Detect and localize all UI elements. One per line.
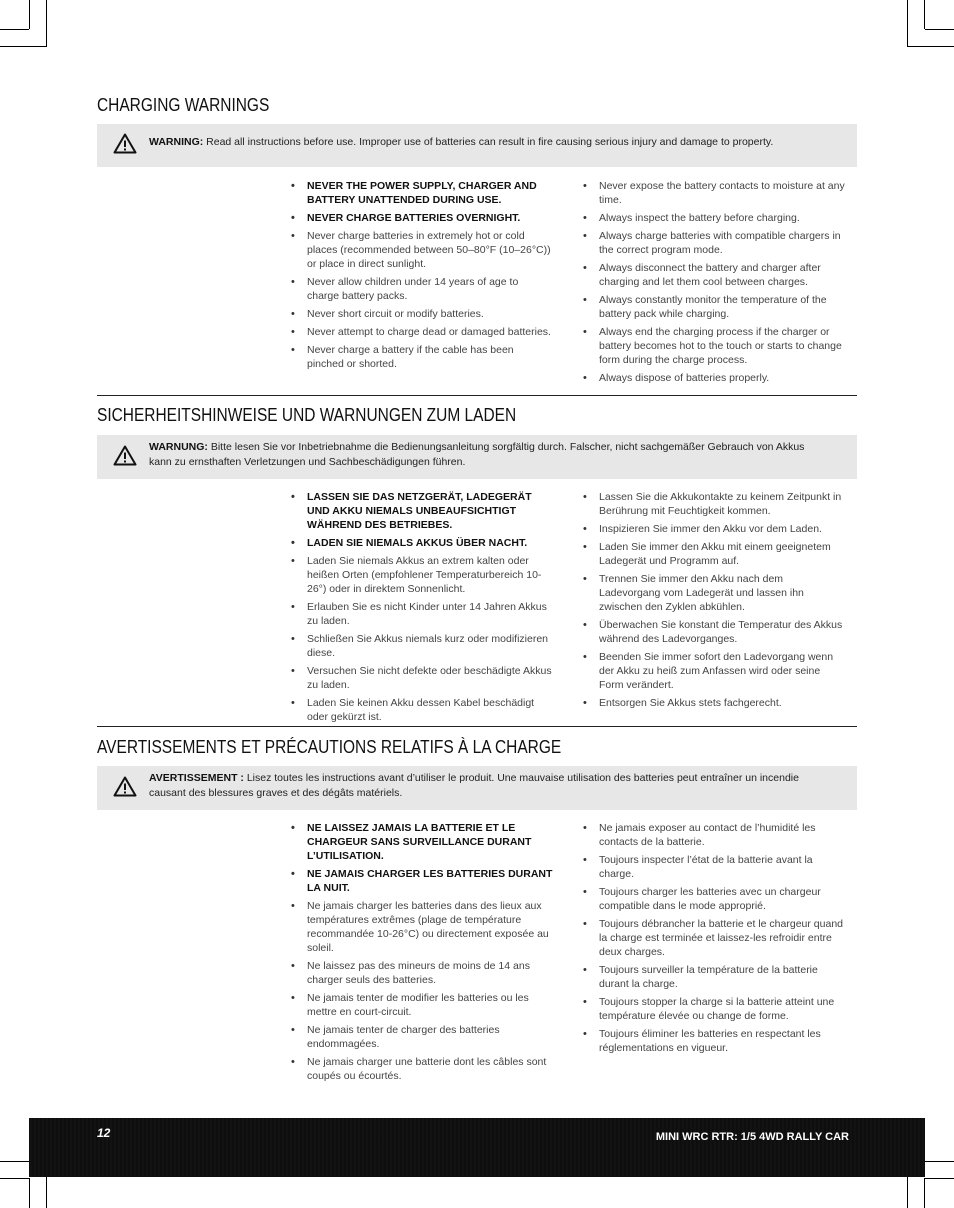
warning-text xyxy=(149,135,819,150)
list-item: • Ne laissez pas des mineurs de moins de 14 ans charger seuls des batteries. xyxy=(291,959,553,987)
warning-box xyxy=(97,435,857,479)
section-divider xyxy=(97,726,857,727)
list-item: • Laden Sie immer den Akku mit einem geeignetem Ladegerät und Programm auf. xyxy=(583,540,845,568)
warning-body: Bitte lesen Sie vor Inbetriebnahme die Bedienungsanleitung sorgfältig durch. Falscher, nicht sachgemäßer Gebrauch von Akkus kann zu ernsthaften Verletzungen und Sachbeschädigungen führen. xyxy=(149,441,805,468)
list-item: • Never expose the battery contacts to moisture at any time. xyxy=(583,179,845,207)
list-item: • Trennen Sie immer den Akku nach dem Ladevorgang vom Ladegerät und lassen ihn zwischen den Zyklen abkühlen. xyxy=(583,572,845,614)
list-item: • Never charge a battery if the cable has been pinched or shorted. xyxy=(291,343,553,371)
german-warnings-section xyxy=(97,405,857,723)
crop-mark xyxy=(0,46,47,47)
warning-box xyxy=(97,766,857,810)
warning-box xyxy=(97,124,857,167)
crop-mark xyxy=(29,0,30,29)
list-item: • Never allow children under 14 years of age to charge battery packs. xyxy=(291,275,553,303)
list-item: • Toujours charger les batteries avec un chargeur compatible dans le mode approprié. xyxy=(583,885,845,913)
section-divider xyxy=(97,395,857,396)
warning-triangle-icon xyxy=(113,133,137,159)
list-item: • Never charge batteries in extremely hot or cold places (recommended between 50–80°F (10–26°C)) or place in direct sunlight. xyxy=(291,229,553,271)
warning-triangle-icon xyxy=(113,445,137,471)
list-item: • Toujours inspecter l’état de la batterie avant la charge. xyxy=(583,853,845,881)
list-item: • Laden Sie niemals Akkus an extrem kalten oder heißen Orten (empfohlener Temperaturbereich 10- 26°) oder in direktem Sonnenlicht. xyxy=(291,554,553,596)
crop-mark xyxy=(0,1178,29,1179)
list-item: • Entsorgen Sie Akkus stets fachgerecht. xyxy=(583,696,845,710)
crop-mark xyxy=(924,0,925,29)
warnings-right-list xyxy=(583,490,845,714)
crop-mark xyxy=(46,0,47,47)
list-item: • NE JAMAIS CHARGER LES BATTERIES DURANT LA NUIT. xyxy=(291,867,553,895)
list-item: • Lassen Sie die Akkukontakte zu keinem Zeitpunkt in Berührung mit Feuchtigkeit kommen. xyxy=(583,490,845,518)
list-item: • Erlauben Sie es nicht Kinder unter 14 Jahren Akkus zu laden. xyxy=(291,600,553,628)
document-title: MINI WRC RTR: 1/5 4WD RALLY CAR xyxy=(655,1131,849,1143)
section-title: CHARGING WARNINGS xyxy=(97,95,270,115)
crop-mark xyxy=(907,0,908,47)
list-item: • Beenden Sie immer sofort den Ladevorgang wenn der Akku zu heiß zum Anfassen wird oder seine Form verändert. xyxy=(583,650,845,692)
list-item: • Never short circuit or modify batteries. xyxy=(291,307,553,321)
list-item: • Ne jamais tenter de charger des batteries endommagées. xyxy=(291,1023,553,1051)
list-item: • Inspizieren Sie immer den Akku vor dem Laden. xyxy=(583,522,845,536)
crop-mark xyxy=(29,1178,30,1208)
list-item: • Toujours surveiller la température de la batterie durant la charge. xyxy=(583,963,845,991)
list-item: • Ne jamais exposer au contact de l’humidité les contacts de la batterie. xyxy=(583,821,845,849)
list-item: • Ne jamais charger les batteries dans des lieux aux températures extrêmes (plage de température recommandée 10-26°C) ou directement exposée au soleil. xyxy=(291,899,553,955)
list-item: • NEVER CHARGE BATTERIES OVERNIGHT. xyxy=(291,211,553,225)
list-item: • Always charge batteries with compatible chargers in the correct program mode. xyxy=(583,229,845,257)
list-item: • NE LAISSEZ JAMAIS LA BATTERIE ET LE CHARGEUR SANS SURVEILLANCE DURANT L’UTILISATION. xyxy=(291,821,553,863)
list-item: • LASSEN SIE DAS NETZGERÄT, LADEGERÄT UND AKKU NIEMALS UNBEAUFSICHTIGT WÄHREND DES BETRIEBES. xyxy=(291,490,553,532)
warning-label: WARNUNG: xyxy=(149,441,208,453)
warnings-right-list xyxy=(583,821,845,1059)
list-item: • Always end the charging process if the charger or battery becomes hot to the touch or starts to change form during the charge process. xyxy=(583,325,845,367)
list-item: • Toujours stopper la charge si la batterie atteint une température élevée ou change de forme. xyxy=(583,995,845,1023)
crop-mark xyxy=(925,29,954,30)
list-item: • LADEN SIE NIEMALS AKKUS ÜBER NACHT. xyxy=(291,536,553,550)
page-footer xyxy=(29,1118,925,1177)
charging-warnings-section xyxy=(97,95,857,385)
list-item: • Ne jamais charger une batterie dont les câbles sont coupés ou écourtés. xyxy=(291,1055,553,1083)
warning-body: Read all instructions before use. Improper use of batteries can result in fire causing serious injury and damage to property. xyxy=(203,136,774,148)
section-title: SICHERHEITSHINWEISE UND WARNUNGEN ZUM LADEN xyxy=(97,405,517,425)
warning-triangle-icon xyxy=(113,776,137,802)
list-item: • Never attempt to charge dead or damaged batteries. xyxy=(291,325,553,339)
list-item: • Schließen Sie Akkus niemals kurz oder modifizieren diese. xyxy=(291,632,553,660)
warnings-left-list xyxy=(291,490,553,728)
crop-mark xyxy=(925,1178,954,1179)
warning-label: AVERTISSEMENT : xyxy=(149,772,244,784)
list-item: • Always inspect the battery before charging. xyxy=(583,211,845,225)
list-item: • NEVER THE POWER SUPPLY, CHARGER AND BATTERY UNATTENDED DURING USE. xyxy=(291,179,553,207)
section-title: AVERTISSEMENTS ET PRÉCAUTIONS RELATIFS À LA CHARGE xyxy=(97,737,562,757)
list-item: • Always disconnect the battery and charger after charging and let them cool between charges. xyxy=(583,261,845,289)
list-item: • Toujours éliminer les batteries en respectant les réglementations en vigueur. xyxy=(583,1027,845,1055)
warning-text xyxy=(149,440,819,470)
warnings-right-list xyxy=(583,179,845,389)
list-item: • Always dispose of batteries properly. xyxy=(583,371,845,385)
crop-mark xyxy=(0,29,29,30)
list-item: • Toujours débrancher la batterie et le chargeur quand la charge est terminée et laissez-les refroidir entre deux charges. xyxy=(583,917,845,959)
warnings-left-list xyxy=(291,179,553,375)
warning-body: Lisez toutes les instructions avant d’utiliser le produit. Une mauvaise utilisation des batteries peut entraîner un incendie causant des blessures graves et des dégâts matériels. xyxy=(149,772,799,799)
warning-label: WARNING: xyxy=(149,136,204,148)
list-item: • Versuchen Sie nicht defekte oder beschädigte Akkus zu laden. xyxy=(291,664,553,692)
french-warnings-section xyxy=(97,737,857,1082)
list-item: • Ne jamais tenter de modifier les batteries ou les mettre en court-circuit. xyxy=(291,991,553,1019)
list-item: • Überwachen Sie konstant die Temperatur des Akkus während des Ladevorganges. xyxy=(583,618,845,646)
crop-mark xyxy=(924,1178,925,1208)
list-item: • Laden Sie keinen Akku dessen Kabel beschädigt oder gekürzt ist. xyxy=(291,696,553,724)
warning-text xyxy=(149,771,819,801)
crop-mark xyxy=(907,46,954,47)
page-number: 12 xyxy=(97,1126,111,1140)
warnings-left-list xyxy=(291,821,553,1087)
list-item: • Always constantly monitor the temperature of the battery pack while charging. xyxy=(583,293,845,321)
